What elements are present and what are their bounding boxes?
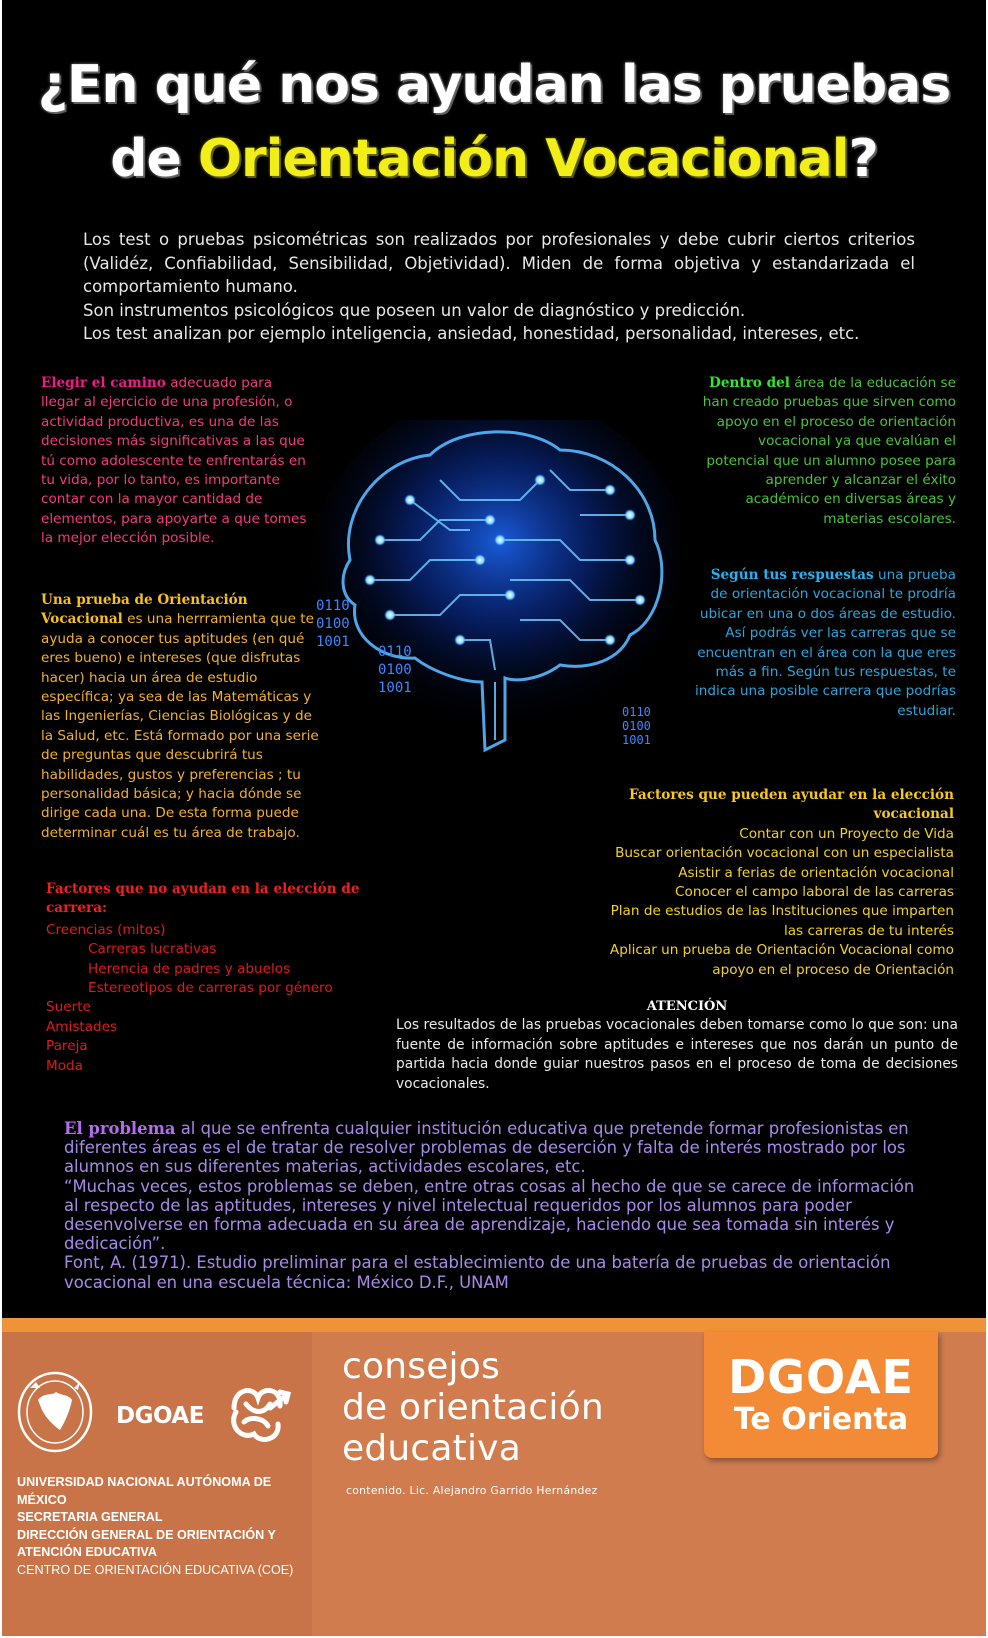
institution-line: ATENCIÓN EDUCATIVA xyxy=(17,1545,157,1560)
vocational-test-text: es una herrramienta que te ayuda a conocer tus aptitudes (en qué eres bueno) e intereses (que disfrutas hacer) hacia un área de estudio específica; ya sea de las Matemáticas y las Ingenierías, Ciencias Biológicas y de la Salud, etc. Está formado por una serie de preguntas que descubrirá tus habilidades, gustos y preferencias ; tu personalidad básica; y hacia dónde se dirige cada una. De esta forma puede determinar cuál es tu área de trabajo. xyxy=(41,611,319,841)
education-area-text: área de la educación se han creado pruebas que sirven como apoyo en el proceso de orientación vocacional ya que evalúan el potencial que un alumno posee para aprender y alcanzar el éxito académico en diversas áreas y materias escolares. xyxy=(702,375,956,527)
institution-line: CENTRO DE ORIENTACIÓN EDUCATIVA (COE) xyxy=(17,1562,294,1577)
problem-quote: “Muchas veces, estos problemas se deben, entre otras cosas al hecho de que se carece de información al respecto de las aptitudes, intereses y nivel intelectual requeridos por los alumnos para poder desenvolverse en forma adecuada en su área de aprendizaje, haciendo que sea tomada sin interés y dedicación”. xyxy=(64,1176,915,1254)
answers-section xyxy=(692,566,956,721)
code-h: 0100 xyxy=(622,719,651,733)
binary-code-right xyxy=(622,705,651,747)
title-highlight: Orientación Vocacional xyxy=(197,129,849,189)
list-item: Aplicar un prueba de Orientación Vocacional como apoyo en el proceso de Orientación xyxy=(609,942,954,978)
positive-factors-section xyxy=(592,786,954,980)
consejos-heading xyxy=(342,1346,604,1469)
code-c: 1001 xyxy=(316,634,350,650)
choose-path-lead: Elegir el camino xyxy=(41,375,166,391)
code-f: 1001 xyxy=(378,680,412,696)
badge-title: DGOAE xyxy=(728,1350,914,1404)
dgoae-logo-text: DGOAE xyxy=(116,1403,204,1429)
problem-citation: Font, A. (1971). Estudio preliminar para el establecimiento de una batería de pruebas de orientación vocacional en una escuela técnica: México D.F., UNAM xyxy=(64,1253,891,1292)
institution-line: SECRETARIA GENERAL xyxy=(17,1510,163,1525)
list-item: Buscar orientación vocacional con un especialista xyxy=(615,845,954,862)
circuit-brain-illustration xyxy=(310,420,680,805)
problem-paragraph xyxy=(64,1119,934,1177)
list-item: Asistir a ferias de orientación vocacional xyxy=(678,864,954,881)
code-d: 0110 xyxy=(378,644,412,660)
content-credit: contenido. Lic. Alejandro Garrido Hernández xyxy=(346,1484,598,1497)
title-line-1: ¿En qué nos ayudan las pruebas xyxy=(37,55,951,115)
list-item: Amistades xyxy=(46,1018,118,1035)
consejos-line: consejos xyxy=(342,1346,500,1387)
institution-line: DIRECCIÓN GENERAL DE ORIENTACIÓN Y xyxy=(17,1527,276,1542)
dgoae-badge xyxy=(704,1332,938,1458)
consejos-line: de orientación xyxy=(342,1387,604,1428)
choose-path-section xyxy=(41,374,313,549)
negative-factors-list xyxy=(46,921,376,1076)
intro-paragraph xyxy=(83,228,915,346)
code-a: 0110 xyxy=(316,598,350,614)
footer xyxy=(2,1318,986,1636)
vocational-test-section xyxy=(41,591,323,843)
attention-section xyxy=(396,997,958,1094)
attention-text: Los resultados de las pruebas vocacionales deben tomarse como lo que son: una fuente de información sobre aptitudes e intereses que nos darán un punto de partida hacia donde guiar nuestros pasos en el proceso de toma de decisiones vocacionales. xyxy=(396,1017,958,1092)
list-item: Plan de estudios de las Instituciones que imparten las carreras de tu interés xyxy=(610,903,954,939)
negative-factors-section xyxy=(46,880,376,1076)
problem-text: al que se enfrenta cualquier institución educativa que pretende formar profesionistas en diferentes áreas es el de tratar de resolver problemas de deserción y falta de interés mostrado por los alumnos en sus diferentes materias, actividades escolares, etc. xyxy=(64,1119,909,1177)
list-item: Contar con un Proyecto de Vida xyxy=(739,825,954,842)
list-item: Moda xyxy=(46,1057,84,1074)
negative-factors-heading: Factores que no ayudan en la elección de carrera: xyxy=(46,881,360,917)
problem-section xyxy=(64,1119,934,1292)
attention-heading: ATENCIÓN xyxy=(646,999,728,1014)
intro-line-2: Son instrumentos psicológicos que poseen un valor de diagnóstico y predicción. xyxy=(83,300,746,320)
list-item: Creencias (mitos) xyxy=(46,921,166,938)
unam-seal-icon xyxy=(16,1370,94,1454)
problem-lead: El problema xyxy=(64,1119,176,1138)
footer-stripe xyxy=(2,1318,986,1332)
title-line-2 xyxy=(2,122,986,196)
institution-block xyxy=(17,1474,309,1580)
answers-text: una prueba de orientación vocacional te prodría ubicar en una o dos áreas de estudio. Así podrás ver las carreras que se encuentran en el área con la que eres más a fin. Según tus respuestas, te indica una posible carrera que podrías estudiar. xyxy=(694,567,956,719)
vocational-test-lead: Una prueba de Orientación Vocacional xyxy=(41,592,248,628)
page-title xyxy=(2,48,986,196)
education-area-section xyxy=(692,374,956,529)
infographic-page xyxy=(2,0,986,1636)
intro-line-3: Los test analizan por ejemplo inteligencia, ansiedad, honestidad, personalidad, intereses, etc. xyxy=(83,324,860,343)
intro-line-1: Los test o pruebas psicométricas son realizados por profesionales y debe cubrir ciertos criterios (Validéz, Confiabilidad, Sensibilidad, Objetividad). Miden de forma objetiva y estandarizada el comportamiento humano. xyxy=(83,230,915,296)
consejos-line: educativa xyxy=(342,1428,521,1469)
answers-lead: Según tus respuestas xyxy=(710,567,874,583)
list-item: Carreras lucrativas xyxy=(88,941,217,958)
education-area-lead: Dentro del xyxy=(709,375,790,391)
code-e: 0100 xyxy=(378,662,412,678)
code-b: 0100 xyxy=(316,616,350,632)
title-line-2-prefix: de xyxy=(110,129,198,189)
positive-factors-heading: Factores que pueden ayudar en la elección vocacional xyxy=(628,787,954,823)
list-item: Conocer el campo laboral de las carreras xyxy=(675,884,954,901)
choose-path-text: adecuado para llegar al ejercicio de una profesión, o actividad productiva, es una de las decisiones más significativas a las que tú como adolescente te enfrentarás en tu vida, por lo tanto, es importante contar con la mayor cantidad de elementos, para apoyarte a que tomes la mejor elección posible. xyxy=(41,375,307,547)
code-g: 0110 xyxy=(622,705,651,719)
list-item: Pareja xyxy=(46,1038,88,1055)
list-item: Herencia de padres y abuelos xyxy=(88,960,291,977)
list-item: Estereotipos de carreras por género xyxy=(88,980,333,997)
dgoae-knot-logo-icon xyxy=(224,1378,294,1450)
list-item: Suerte xyxy=(46,999,91,1016)
title-line-2-suffix: ? xyxy=(848,129,878,189)
institution-line: UNIVERSIDAD NACIONAL AUTÓNOMA DE MÉXICO xyxy=(17,1475,272,1507)
badge-subtitle: Te Orienta xyxy=(733,1402,909,1437)
positive-factors-list xyxy=(592,825,954,980)
code-i: 1001 xyxy=(622,733,651,747)
